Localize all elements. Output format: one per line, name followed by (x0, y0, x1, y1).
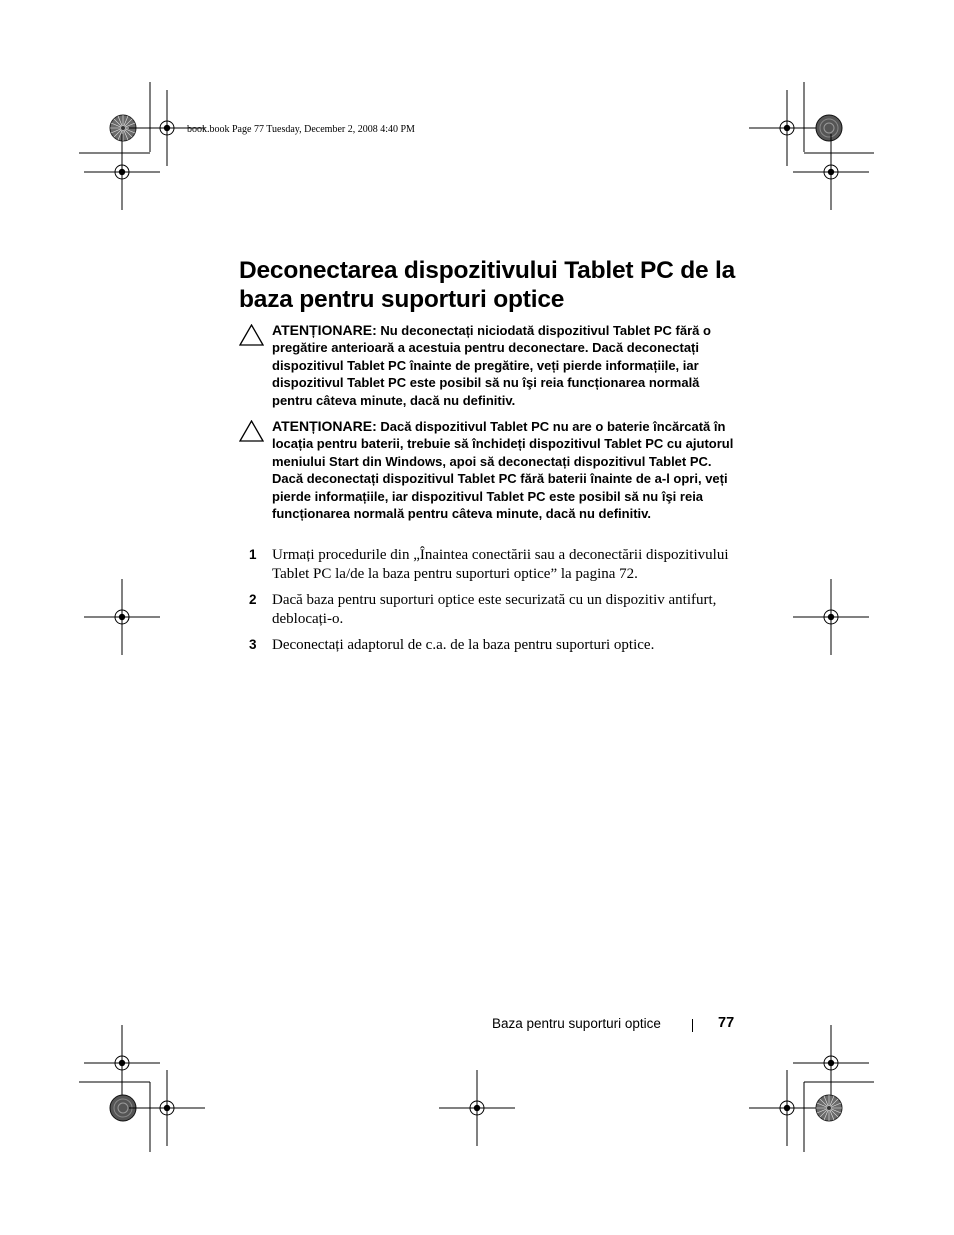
step-number: 1 (249, 547, 257, 562)
caution-text (272, 418, 739, 522)
footer-divider (692, 1019, 693, 1032)
header-file-info: book.book Page 77 Tuesday, December 2, 2008 4:40 PM (187, 124, 415, 135)
step-text: Urmați procedurile din „Înaintea conectării sau a deconectării dispozitivului Tablet PC la/de la baza pentru suporturi optice” la pagina 72. (272, 547, 729, 582)
step-text: Deconectați adaptorul de c.a. de la baza pentru suporturi optice. (272, 637, 655, 653)
caution-text (272, 322, 739, 409)
step-number: 2 (249, 592, 257, 607)
page-title: Deconectarea dispozitivului Tablet PC de la baza pentru suporturi optice (239, 257, 736, 313)
page-number: 77 (718, 1015, 735, 1031)
procedure-steps (249, 546, 749, 663)
step-number: 3 (249, 637, 257, 652)
warning-triangle-icon (239, 420, 264, 442)
step-text: Dacă baza pentru suporturi optice este securizată cu un dispozitiv antifurt, deblocați-o. (272, 592, 717, 627)
caution-notice (239, 418, 739, 522)
step-item (249, 591, 749, 628)
step-item (249, 546, 749, 583)
footer-section-title: Baza pentru suporturi optice (492, 1016, 661, 1031)
caution-label: ATENȚIONARE: (272, 322, 377, 338)
caution-notice (239, 322, 739, 409)
step-item (249, 636, 749, 655)
caution-body: Dacă dispozitivul Tablet PC nu are o baterie încărcată în locația pentru baterii, trebuie să închideți dispozitivul Tablet PC cu ajutorul meniului Start din Windows, apoi să deconectați dispozitivul Tablet PC. Dacă deconectați dispozitivul Tablet PC fără baterii înainte de a-l opri, veți pierde informațiile, iar dispozitivul Tablet PC este posibil să nu îşi reia funcționarea normală pentru câteva minute, dacă nu definitiv. (272, 419, 734, 522)
caution-label: ATENȚIONARE: (272, 418, 377, 434)
warning-triangle-icon (239, 324, 264, 346)
caution-body: Nu deconectați niciodată dispozitivul Tablet PC fără o pregătire anterioară a acestuia pentru deconectare. Dacă deconectați dispozitivul Tablet PC înainte de pregătire, veți pierde informațiile, iar dispozitivul Tablet PC este posibil să nu îşi reia funcționarea normală pentru câteva minute, dacă nu definitiv. (272, 323, 711, 408)
